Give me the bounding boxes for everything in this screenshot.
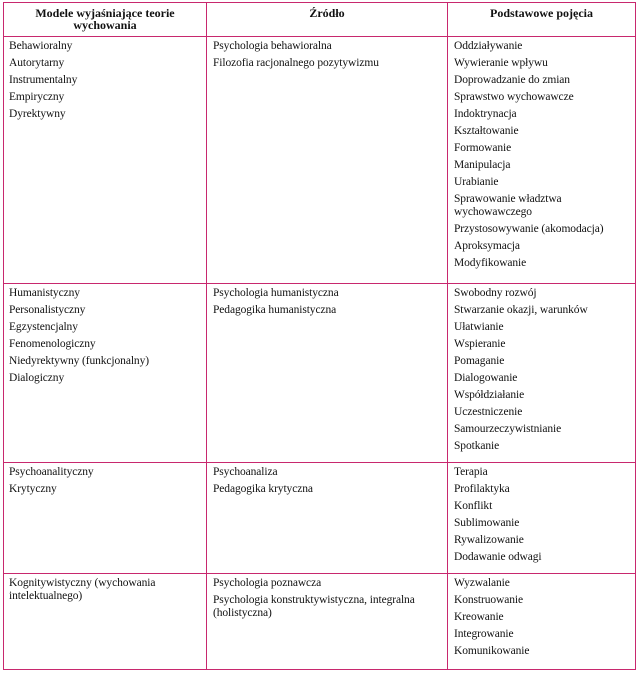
concepts-cell xyxy=(448,284,636,463)
source-cell xyxy=(207,37,448,284)
list-item: Kreowanie xyxy=(454,611,504,623)
list-item: Psychologia konstruktywistyczna, integralna (holistyczna) xyxy=(213,594,415,619)
header-models: Modele wyjaśniające teorie wychowania xyxy=(4,3,207,37)
list-item: Dialogiczny xyxy=(9,372,65,384)
models-cell xyxy=(4,284,207,463)
list-item: Ułatwianie xyxy=(454,321,504,333)
list-item: Fenomenologiczny xyxy=(9,338,96,350)
list-item: Przystosowywanie (akomodacja) xyxy=(454,223,604,235)
concepts-cell xyxy=(448,463,636,574)
list-item: Kształtowanie xyxy=(454,125,519,137)
list-item: Behawioralny xyxy=(9,40,73,52)
header-concepts: Podstawowe pojęcia xyxy=(448,3,636,37)
list-item: Psychologia poznawcza xyxy=(213,577,322,589)
list-item: Psychologia humanistyczna xyxy=(213,287,339,299)
list-item: Empiryczny xyxy=(9,91,65,103)
models-cell xyxy=(4,463,207,574)
list-item: Swobodny rozwój xyxy=(454,287,537,299)
list-item: Wywieranie wpływu xyxy=(454,57,548,69)
list-item: Wyzwalanie xyxy=(454,577,510,589)
list-item: Dyrektywny xyxy=(9,108,66,120)
list-item: Sprawstwo wychowawcze xyxy=(454,91,574,103)
table-header-row xyxy=(4,3,636,37)
list-item: Sublimowanie xyxy=(454,517,520,529)
list-item: Konstruowanie xyxy=(454,594,523,606)
list-item: Humanistyczny xyxy=(9,287,80,299)
list-item: Krytyczny xyxy=(9,483,57,495)
list-item: Dialogowanie xyxy=(454,372,518,384)
list-item: Komunikowanie xyxy=(454,645,530,657)
list-item: Uczestniczenie xyxy=(454,406,523,418)
table-row xyxy=(4,37,636,284)
list-item: Instrumentalny xyxy=(9,74,78,86)
list-item: Wspieranie xyxy=(454,338,506,350)
list-item: Współdziałanie xyxy=(454,389,525,401)
list-item: Pedagogika humanistyczna xyxy=(213,304,337,316)
list-item: Aproksymacja xyxy=(454,240,520,252)
concepts-cell xyxy=(448,37,636,284)
list-item: Doprowadzanie do zmian xyxy=(454,74,570,86)
list-item: Indoktrynacja xyxy=(454,108,517,120)
list-item: Filozofia racjonalnego pozytywizmu xyxy=(213,57,379,69)
list-item: Manipulacja xyxy=(454,159,511,171)
table-row xyxy=(4,463,636,574)
education-models-table xyxy=(3,2,636,670)
header-source: Źródło xyxy=(207,3,448,37)
concepts-cell xyxy=(448,574,636,670)
source-cell xyxy=(207,574,448,670)
list-item: Formowanie xyxy=(454,142,512,154)
list-item: Spotkanie xyxy=(454,440,500,452)
list-item: Urabianie xyxy=(454,176,499,188)
list-item: Oddziaływanie xyxy=(454,40,523,52)
list-item: Rywalizowanie xyxy=(454,534,524,546)
source-cell xyxy=(207,463,448,574)
list-item: Pomaganie xyxy=(454,355,505,367)
list-item: Autorytarny xyxy=(9,57,65,69)
list-item: Egzystencjalny xyxy=(9,321,78,333)
list-item: Personalistyczny xyxy=(9,304,86,316)
models-cell xyxy=(4,37,207,284)
list-item: Samourzeczywistnianie xyxy=(454,423,562,435)
list-item: Konflikt xyxy=(454,500,493,512)
list-item: Integrowanie xyxy=(454,628,514,640)
list-item: Sprawowanie władztwa wychowawczego xyxy=(454,193,562,218)
list-item: Profilaktyka xyxy=(454,483,510,495)
list-item: Niedyrektywny (funkcjonalny) xyxy=(9,355,149,367)
table-row xyxy=(4,284,636,463)
models-cell xyxy=(4,574,207,670)
list-item: Psychoanalityczny xyxy=(9,466,94,478)
list-item: Psychoanaliza xyxy=(213,466,278,478)
list-item: Modyfikowanie xyxy=(454,257,527,269)
table-row xyxy=(4,574,636,670)
source-cell xyxy=(207,284,448,463)
list-item: Psychologia behawioralna xyxy=(213,40,332,52)
list-item: Pedagogika krytyczna xyxy=(213,483,313,495)
list-item: Dodawanie odwagi xyxy=(454,551,542,563)
list-item: Terapia xyxy=(454,466,488,478)
list-item: Stwarzanie okazji, warunków xyxy=(454,304,588,316)
list-item: Kognitywistyczny (wychowania intelektualnego) xyxy=(9,577,156,602)
